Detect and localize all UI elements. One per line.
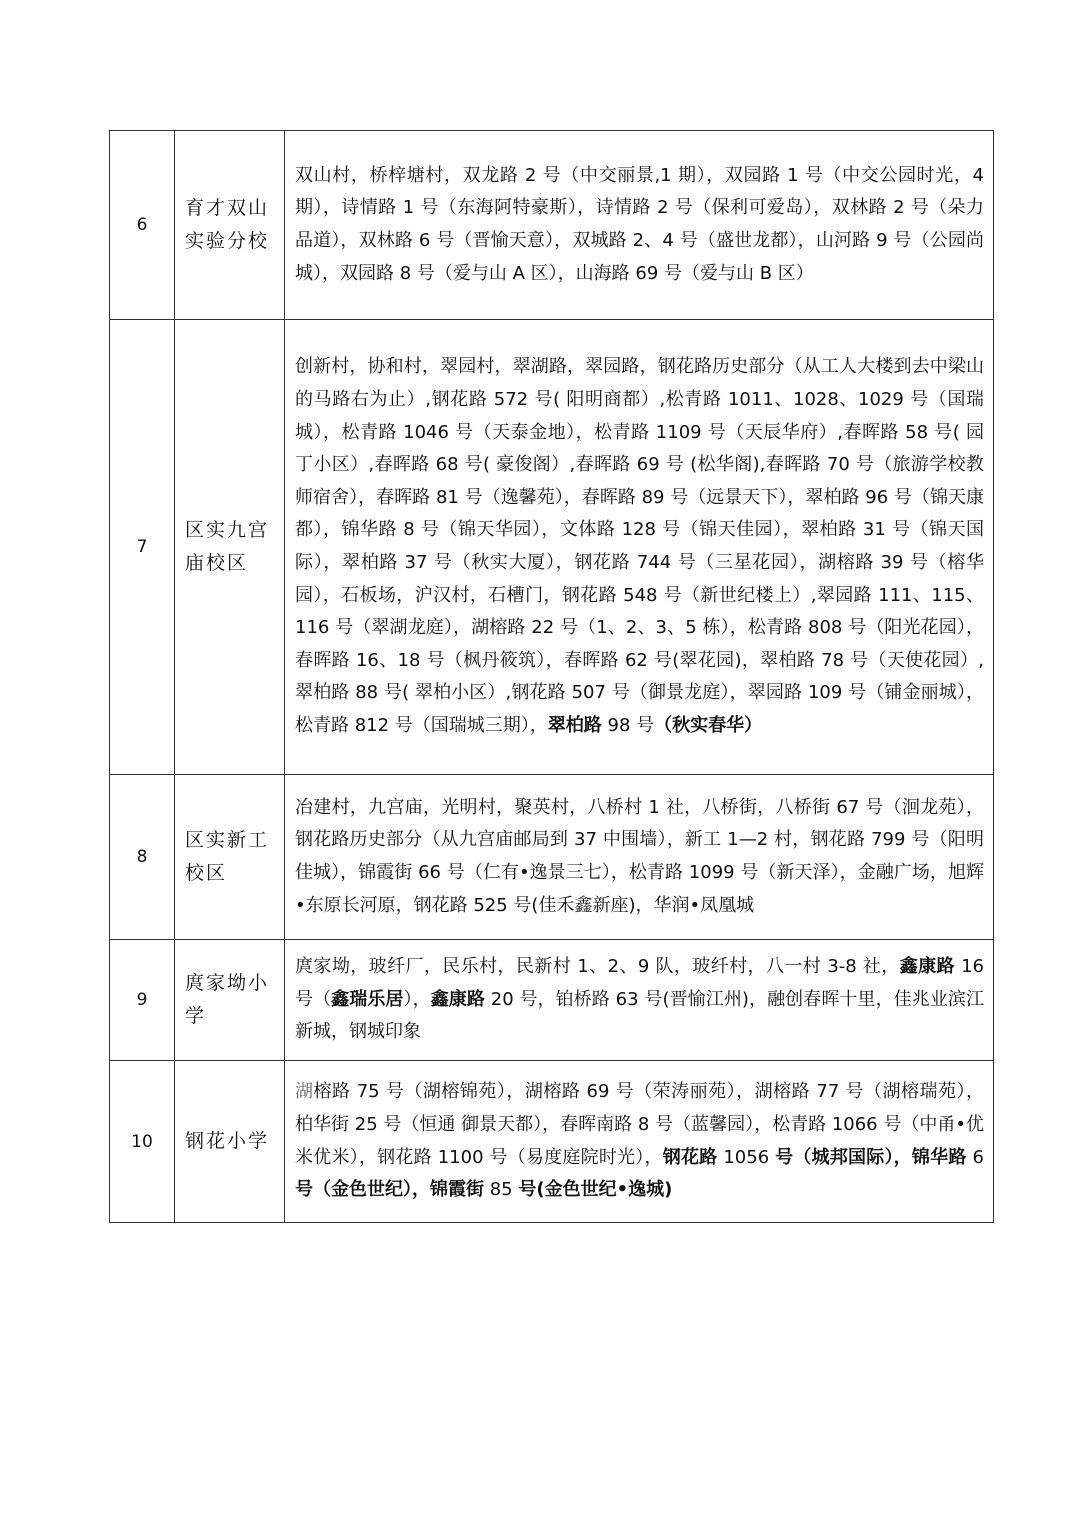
address-text-bold: 翠柏路 bbox=[547, 714, 602, 736]
address-list bbox=[285, 131, 994, 320]
table-row bbox=[110, 320, 994, 775]
table-body bbox=[110, 131, 994, 1223]
address-text: 创新村，协和村，翠园村，翠湖路，翠园路，钢花路历史部分（从工人大楼到去中梁山的马路右为止）,钢花路 572 号( 阳明商都）,松青路 1011、1028、1029 号（国瑞城），松青路 1046 号（天泰金地），松青路 1109 号（天辰华府）,春晖路 58 号( 园丁小区）,春晖路 68 号( 豪俊阁）,春晖路 69 号 (松华阁),春晖路 70 号（旅游学校教师宿舍），春晖路 81 号（逸馨苑），春晖路 89 号（远景天下），翠柏路 96 号（锦天康都），锦华路 8 号（锦天华园），文体路 128 号（锦天佳园），翠柏路 31 号（锦天国际），翠柏路 37 号（秋实大厦），钢花路 744 号（三星花园），湖榕路 39 号（榕华园），石板场，沪汉村，石槽门，钢花路 548 号（新世纪楼上）,翠园路 111、115、116 号（翠湖龙庭），湖榕路 22 号（1、2、3、5 栋），松青路 808 号（阳光花园），春晖路 16、18 号（枫丹筱筑），春晖路 62 号(翠花园)，翠柏路 78 号（天使花园）,翠柏路 88 号( 翠柏小区）,钢花路 507 号（御景龙庭），翠园路 109 号（铺金丽城），松青路 812 号（国瑞城三期）， bbox=[295, 356, 984, 736]
address-text: 湖 bbox=[295, 1081, 314, 1103]
address-list bbox=[285, 1061, 994, 1223]
address-text-bold: 鑫康路 bbox=[430, 988, 485, 1010]
address-text-bold: 号（金色世纪），锦霞街 bbox=[295, 1179, 484, 1201]
address-list bbox=[285, 775, 994, 940]
address-text: 冶建村，九宫庙，光明村，聚英村，八桥村 1 社，八桥街，八桥街 67 号（洄龙苑），钢花路历史部分（从九宫庙邮局到 37 中围墙），新工 1—2 村，钢花路 799 号（阳明佳城），锦霞街 66 号（仁有•逸景三七），松青路 1099 号（新天泽），金融广场，旭辉•东原长河原，钢花路 525 号(佳禾鑫新座)，华润•凤凰城 bbox=[295, 796, 984, 916]
school-name: 育才双山实验分校 bbox=[175, 131, 285, 320]
address-text: 20 号，铂桥路 63 号(晋愉江州)，融创春晖十里，佳兆业滨江新城，钢城印象 bbox=[295, 988, 985, 1043]
address-text-bold: 鑫康路 bbox=[899, 956, 955, 978]
address-text: 双山村，桥梓塘村，双龙路 2 号（中交丽景,1 期），双园路 1 号（中交公园时光，4 期），诗情路 1 号（东海阿特豪斯），诗情路 2 号（保利可爱岛），双林路 2 号（朵力品道），双林路 6 号（晋愉天意），双城路 2、4 号（盛世龙都），山河路 9 号（公园尚城），双园路 8 号（爱与山 A 区），山海路 69 号（爱与山 B 区） bbox=[295, 164, 984, 284]
address-text-bold: 号(金色世纪•逸城) bbox=[518, 1179, 673, 1201]
school-name: 钢花小学 bbox=[175, 1061, 285, 1223]
table-row bbox=[110, 775, 994, 940]
address-text: 榕路 75 号（湖榕锦苑），湖榕路 69 号（荣涛丽苑），湖榕路 77 号（湖榕瑞苑）， 柏华街 25 号（恒通 御景天都），春晖南路 8 号（蓝馨园），松青路 1066 号（中甬•优米优米），钢花路 1100 号（易度庭院时光）， bbox=[295, 1081, 984, 1168]
address-text-bold: 钢花路 bbox=[662, 1146, 718, 1168]
address-text-bold: （秋实春华） bbox=[654, 714, 763, 736]
address-list bbox=[285, 940, 994, 1061]
row-number: 7 bbox=[110, 320, 175, 775]
address-text-bold: 鑫瑞乐居 bbox=[331, 988, 404, 1010]
address-text: 6 bbox=[966, 1146, 984, 1168]
row-number: 6 bbox=[110, 131, 175, 320]
row-number: 10 bbox=[110, 1061, 175, 1223]
school-name: 区实新工校区 bbox=[175, 775, 285, 940]
school-zone-table bbox=[109, 130, 994, 1223]
address-text: 1056 bbox=[717, 1146, 776, 1168]
row-number: 8 bbox=[110, 775, 175, 940]
address-text: 98 号 bbox=[601, 714, 655, 736]
address-text-bold: 号（城邦国际），锦华路 bbox=[775, 1146, 967, 1168]
table-row bbox=[110, 1061, 994, 1223]
address-text: 庹家坳，玻纤厂，民乐村，民新村 1、2、9 队，玻纤村，八一村 3-8 社， bbox=[295, 956, 900, 978]
address-list bbox=[285, 320, 994, 775]
school-name: 庹家坳小学 bbox=[175, 940, 285, 1061]
address-text: 16 号（ bbox=[295, 956, 985, 1010]
address-text: 85 bbox=[484, 1179, 519, 1201]
school-name: 区实九宫庙校区 bbox=[175, 320, 285, 775]
address-text: ）， bbox=[403, 988, 431, 1010]
table-row bbox=[110, 940, 994, 1061]
row-number: 9 bbox=[110, 940, 175, 1061]
table-row bbox=[110, 131, 994, 320]
